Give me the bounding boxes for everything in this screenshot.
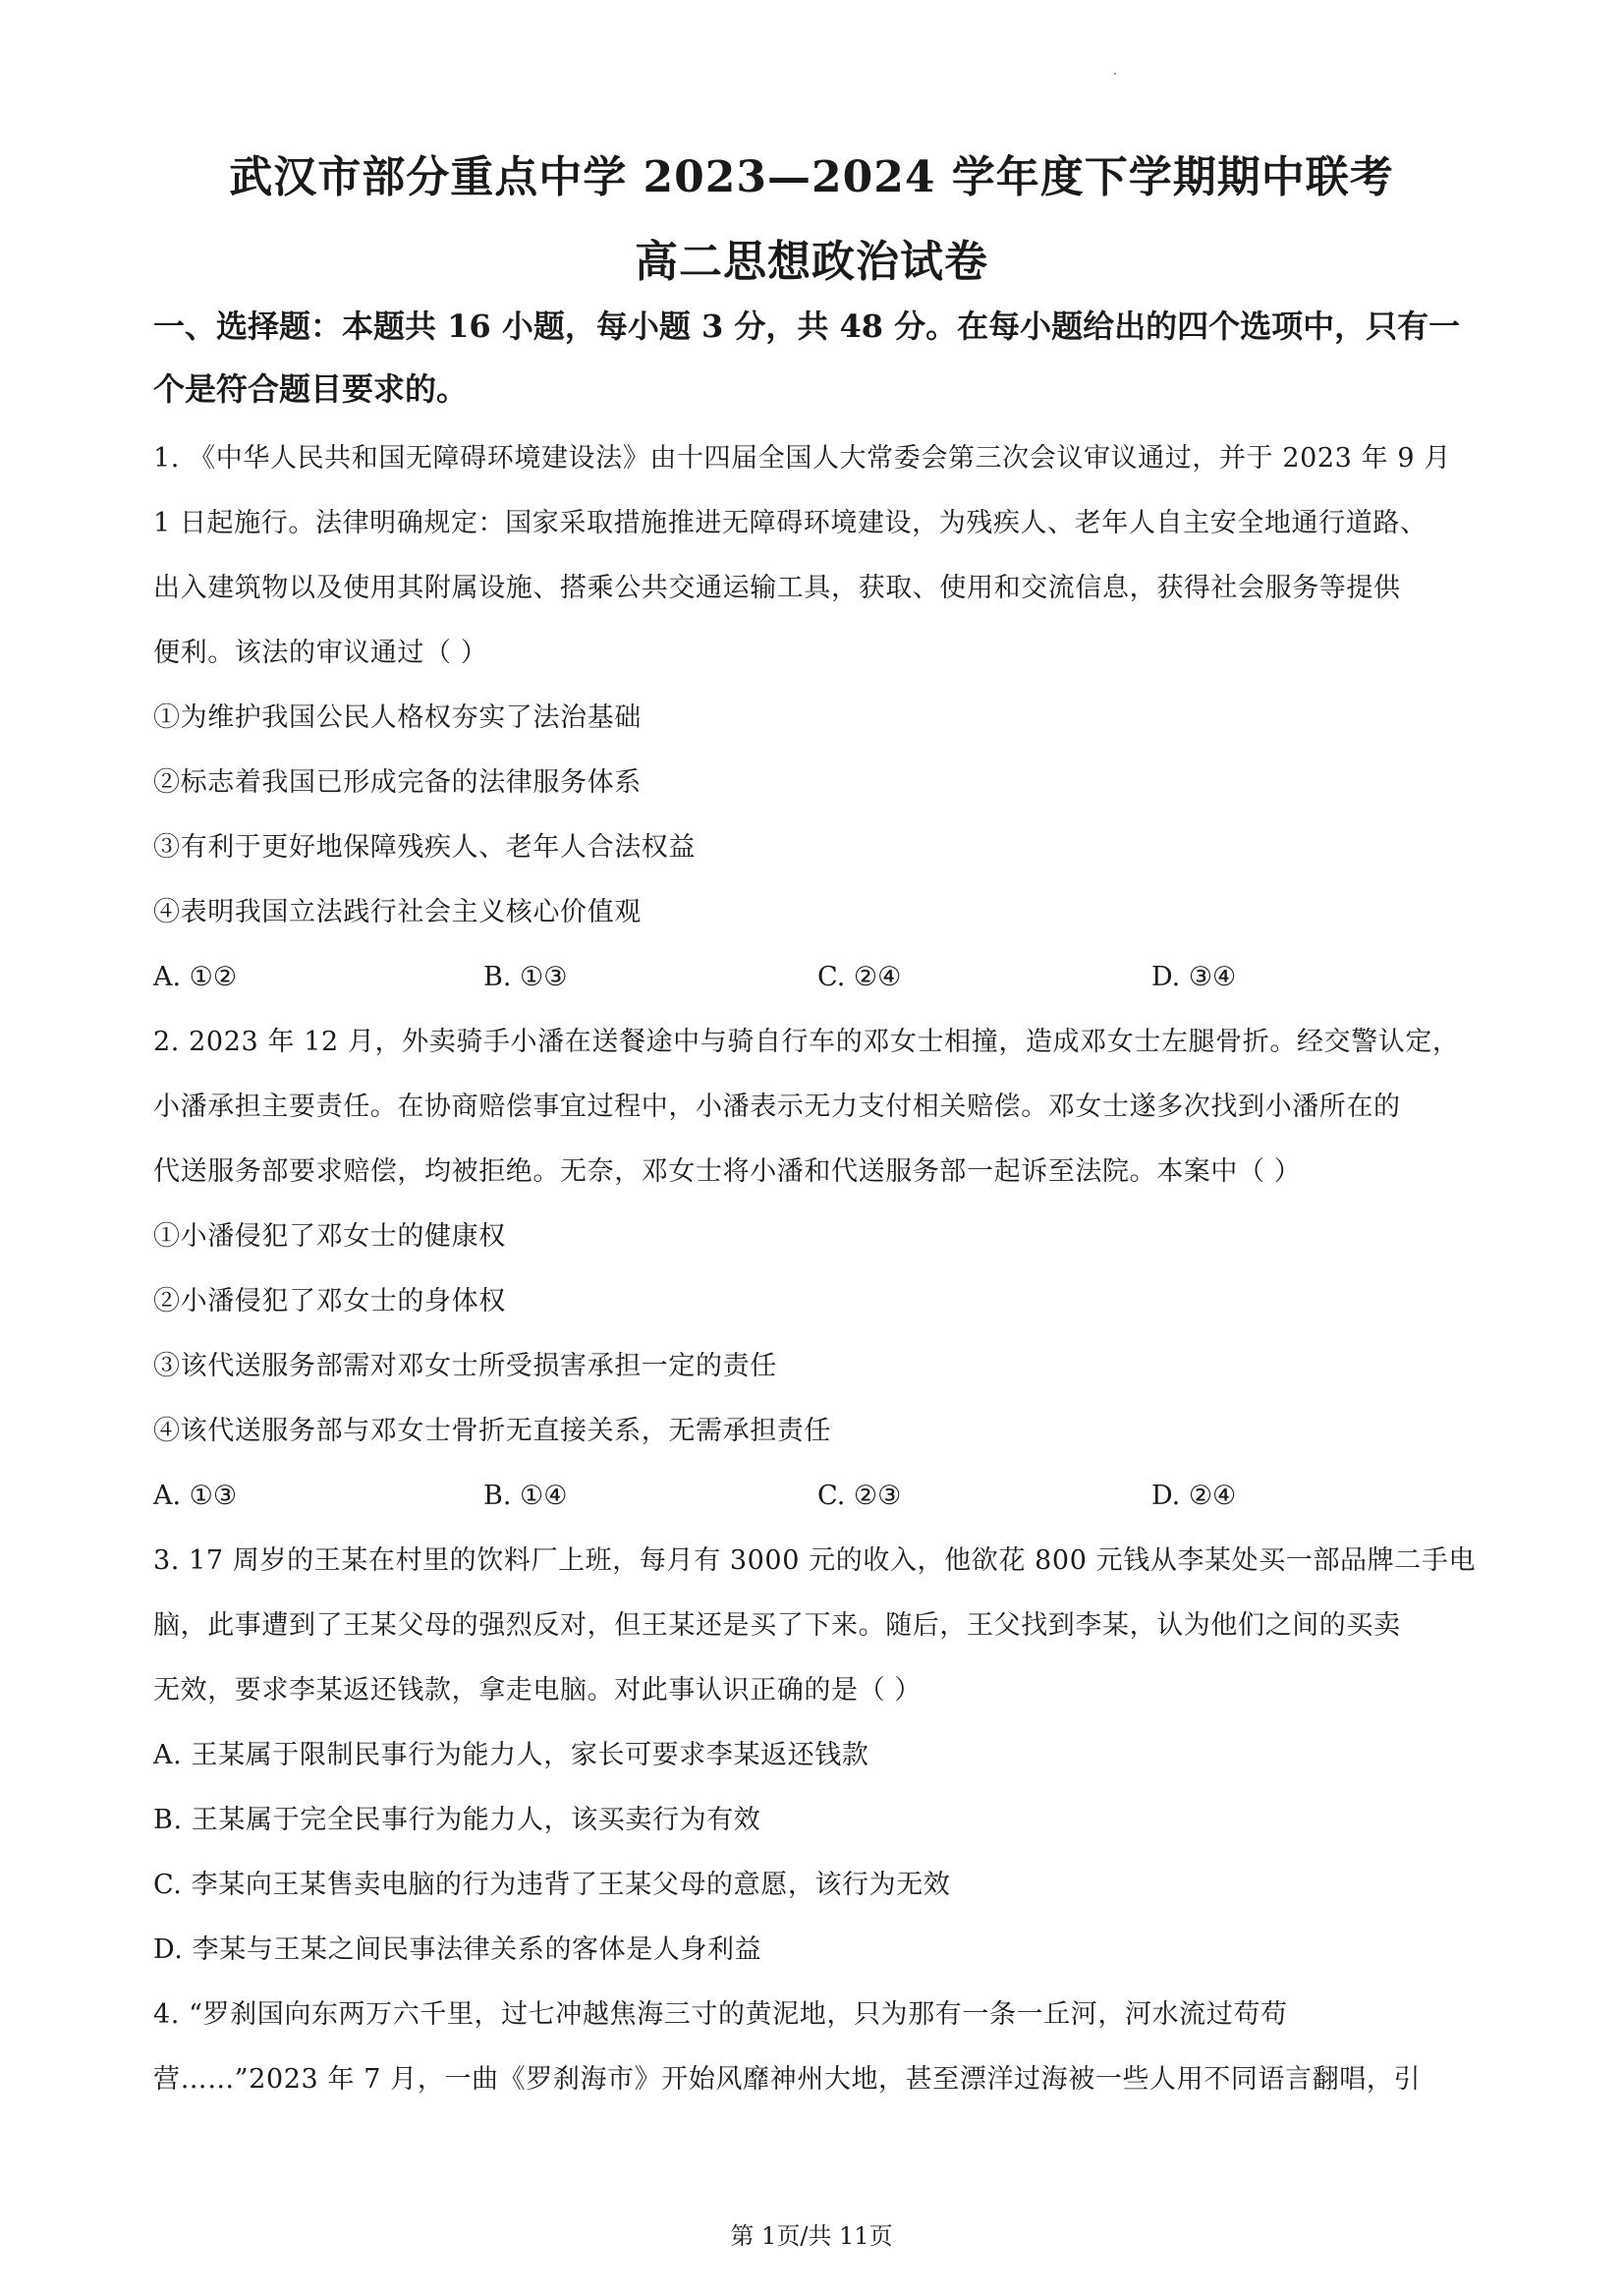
q3-stem-line: 无效，要求李某返还钱款，拿走电脑。对此事认识正确的是（ ） [153, 1675, 922, 1706]
q2-stem-line: 代送服务部要求赔偿，均被拒绝。无奈，邓女士将小潘和代送服务部一起诉至法院。本案中（ ） [153, 1156, 1302, 1187]
q3-option-b: B. 王某属于完全民事行为能力人，该买卖行为有效 [153, 1805, 761, 1835]
q1-item: ①为维护我国公民人格权夯实了法治基础 [153, 702, 642, 733]
q2-item: ③该代送服务部需对邓女士所受损害承担一定的责任 [153, 1351, 777, 1381]
q1-item: ②标志着我国已形成完备的法律服务体系 [153, 767, 642, 798]
q1-stem-line: 1. 《中华人民共和国无障碍环境建设法》由十四届全国人大常委会第三次会议审议通过，并于 2023 年 9 月 [153, 443, 1451, 474]
q1-option-c: C. ②④ [817, 962, 902, 992]
exam-subtitle: 高二思想政治试卷 [635, 237, 988, 287]
q2-stem-line: 小潘承担主要责任。在协商赔偿事宜过程中，小潘表示无力支付相关赔偿。邓女士遂多次找到小潘所在的 [153, 1092, 1401, 1122]
q2-stem-line: 2. 2023 年 12 月，外卖骑手小潘在送餐途中与骑自行车的邓女士相撞，造成邓女士左腿骨折。经交警认定， [153, 1027, 1460, 1057]
q3-option-c: C. 李某向王某售卖电脑的行为违背了王某父母的意愿，该行为无效 [153, 1870, 951, 1900]
q1-option-a: A. ①② [153, 962, 238, 992]
page-number: 第 1页/共 11页 [730, 2222, 893, 2250]
q2-item: ①小潘侵犯了邓女士的健康权 [153, 1221, 506, 1252]
q1-item: ④表明我国立法践行社会主义核心价值观 [153, 897, 642, 927]
q4-stem-line: 营……”2023 年 7 月，一曲《罗刹海市》开始风靡神州大地，甚至漂洋过海被一些人用不同语言翻唱，引 [153, 2064, 1422, 2095]
q2-option-b: B. ①④ [483, 1481, 568, 1511]
q1-option-b: B. ①③ [483, 962, 568, 992]
section-heading: 一、选择题：本题共 16 小题，每小题 3 分，共 48 分。在每小题给出的四个选项中，只有一个是符合题目要求的。 [153, 308, 1461, 408]
q3-option-a: A. 王某属于限制民事行为能力人，家长可要求李某返还钱款 [153, 1740, 869, 1770]
scan-speck [1114, 73, 1116, 75]
q3-stem-line: 脑，此事遭到了王某父母的强烈反对，但王某还是买了下来。随后，王父找到李某，认为他们之间的买卖 [153, 1610, 1401, 1641]
q2-option-a: A. ①③ [153, 1481, 238, 1511]
q1-stem-line: 1 日起施行。法律明确规定：国家采取措施推进无障碍环境建设，为残疾人、老年人自主安全地通行道路、 [153, 508, 1427, 538]
q2-item: ④该代送服务部与邓女士骨折无直接关系，无需承担责任 [153, 1416, 831, 1446]
q4-stem-line: 4. “罗刹国向东两万六千里，过七冲越焦海三寸的黄泥地，只为那有一条一丘河，河水流过苟苟 [153, 1999, 1288, 2030]
q1-stem-line: 便利。该法的审议通过（ ） [153, 638, 488, 668]
q1-option-d: D. ③④ [1151, 962, 1237, 992]
q3-option-d: D. 李某与王某之间民事法律关系的客体是人身利益 [153, 1934, 762, 1965]
q2-item: ②小潘侵犯了邓女士的身体权 [153, 1286, 506, 1316]
exam-title: 武汉市部分重点中学 2023—2024 学年度下学期期中联考 [229, 152, 1394, 202]
q1-stem-line: 出入建筑物以及使用其附属设施、搭乘公共交通运输工具，获取、使用和交流信息，获得社会服务等提供 [153, 573, 1401, 603]
q2-option-c: C. ②③ [817, 1481, 902, 1511]
q1-item: ③有利于更好地保障残疾人、老年人合法权益 [153, 832, 696, 863]
q2-option-d: D. ②④ [1151, 1481, 1237, 1511]
q3-stem-line: 3. 17 周岁的王某在村里的饮料厂上班，每月有 3000 元的收入，他欲花 800 元钱从李某处买一部品牌二手电 [153, 1545, 1477, 1576]
